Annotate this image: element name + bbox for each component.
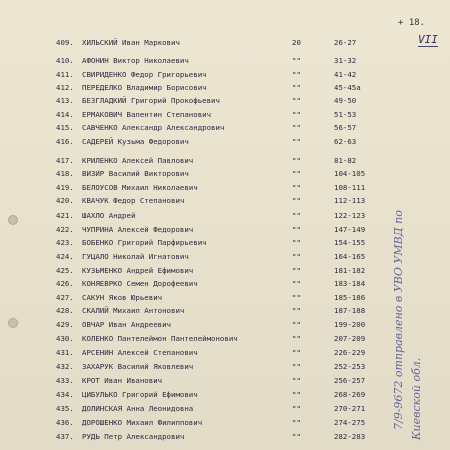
entry-number: 437. bbox=[56, 432, 74, 441]
entry-ditto-mark: "" bbox=[292, 404, 301, 413]
entry-pages: 62-63 bbox=[334, 137, 357, 146]
entry-pages: 147-149 bbox=[334, 225, 366, 234]
entry-ditto-mark: "" bbox=[292, 348, 301, 357]
entry-ditto-mark: "" bbox=[292, 362, 301, 371]
list-item bbox=[0, 121, 450, 135]
list-item bbox=[0, 264, 450, 278]
punch-hole-top bbox=[8, 215, 18, 225]
entry-name: САВЧЕНКО Александр Александрович bbox=[82, 123, 225, 132]
entry-pages: 51-53 bbox=[334, 110, 357, 119]
entry-pages: 49-50 bbox=[334, 96, 357, 105]
entry-pages: 187-188 bbox=[334, 306, 366, 315]
entry-name: БОБЕНКО Григорий Парфирьевич bbox=[82, 238, 207, 247]
entry-pages: 31-32 bbox=[334, 56, 357, 65]
entry-pages: 274-275 bbox=[334, 418, 366, 427]
list-item bbox=[0, 68, 450, 82]
entry-name: КРОТ Иван Иванович bbox=[82, 376, 163, 385]
entry-number: 417. bbox=[56, 156, 74, 165]
entry-name: ВИЗИР Василий Викторович bbox=[82, 169, 189, 178]
entry-name: КУЗЬМЕНКО Андрей Ефимович bbox=[82, 266, 194, 275]
entry-pages: 104-105 bbox=[334, 169, 366, 178]
entry-name: БЕЛОУСОВ Михаил Николаевич bbox=[82, 183, 198, 192]
entry-number: 411. bbox=[56, 70, 74, 79]
punch-hole-bottom bbox=[8, 318, 18, 328]
entry-name: САДЕРЕЙ Кузьма Федорович bbox=[82, 137, 189, 146]
entry-pages: 199-200 bbox=[334, 320, 366, 329]
list-item bbox=[0, 167, 450, 181]
entry-ditto-mark: "" bbox=[292, 334, 301, 343]
entry-ditto-mark: "" bbox=[292, 376, 301, 385]
entry-name: РУДЬ Петр Александрович bbox=[82, 432, 185, 441]
entry-pages: 81-82 bbox=[334, 156, 357, 165]
entry-ditto-mark: "" bbox=[292, 266, 301, 275]
entry-ditto-mark: "" bbox=[292, 183, 301, 192]
entry-ditto-mark: "" bbox=[292, 196, 301, 205]
entry-pages: 185-186 bbox=[334, 293, 366, 302]
entry-number: 410. bbox=[56, 56, 74, 65]
list-item bbox=[0, 33, 450, 50]
entry-number: 426. bbox=[56, 279, 74, 288]
entry-name: БЕЗГЛАДКИЙ Григорий Прокофьевич bbox=[82, 96, 220, 105]
entry-number: 421. bbox=[56, 211, 74, 220]
entry-number: 427. bbox=[56, 293, 74, 302]
list-item bbox=[0, 250, 450, 264]
handwritten-note-line2: Киевской обл. bbox=[410, 357, 423, 440]
entry-name: ДОЛИНСКАЯ Анна Леонидовна bbox=[82, 404, 194, 413]
entry-pages: 207-209 bbox=[334, 334, 366, 343]
entry-ditto-mark: "" bbox=[292, 156, 301, 165]
list-item bbox=[0, 291, 450, 305]
entry-name: АФОНИН Виктор Николаевич bbox=[82, 56, 189, 65]
entry-number: 433. bbox=[56, 376, 74, 385]
entry-pages: 270-271 bbox=[334, 404, 366, 413]
list-item bbox=[0, 54, 450, 68]
list-item bbox=[0, 81, 450, 95]
list-item bbox=[0, 360, 450, 374]
entry-ditto-mark: "" bbox=[292, 306, 301, 315]
entry-name: СВИРИДЕНКО Федор Григорьевич bbox=[82, 70, 207, 79]
entry-number: 413. bbox=[56, 96, 74, 105]
entry-pages: 45-45а bbox=[334, 83, 361, 92]
list-item bbox=[0, 236, 450, 250]
entry-number: 424. bbox=[56, 252, 74, 261]
entry-pages: 41-42 bbox=[334, 70, 357, 79]
entry-name: ЗАХАРУК Василий Яковлевич bbox=[82, 362, 194, 371]
entry-name: КВАЧУК Федор Степанович bbox=[82, 196, 185, 205]
entry-pages: 226-229 bbox=[334, 348, 366, 357]
list-item bbox=[0, 318, 450, 332]
entry-ditto-mark: "" bbox=[292, 418, 301, 427]
entry-name: ОВЧАР Иван Андреевич bbox=[82, 320, 171, 329]
entry-pages: 112-113 bbox=[334, 196, 366, 205]
entry-name: КРИЛЕНКО Алексей Павлович bbox=[82, 156, 194, 165]
entry-pages: 256-257 bbox=[334, 376, 366, 385]
entry-number: 434. bbox=[56, 390, 74, 399]
entry-name: СКАЛИЙ Михаил Антонович bbox=[82, 306, 185, 315]
entry-name: ГУЦАЛО Николай Игнатович bbox=[82, 252, 189, 261]
entry-ditto-mark: "" bbox=[292, 432, 301, 441]
entry-number: 409. bbox=[56, 38, 74, 47]
entry-number: 432. bbox=[56, 362, 74, 371]
entry-number: 412. bbox=[56, 83, 74, 92]
entry-ditto-mark: "" bbox=[292, 123, 301, 132]
list-item bbox=[0, 94, 450, 108]
entry-ditto-mark: "" bbox=[292, 56, 301, 65]
entry-name: ЦИБУЛЬКО Григорий Ефимович bbox=[82, 390, 198, 399]
entry-pages: 268-269 bbox=[334, 390, 366, 399]
entry-name: ЧУПРИНА Алексей Федорович bbox=[82, 225, 194, 234]
entry-number: 431. bbox=[56, 348, 74, 357]
entry-ditto-mark: "" bbox=[292, 169, 301, 178]
entry-name: ХИЛЬСКИЙ Иван Маркович bbox=[82, 38, 180, 47]
entry-pages: 26-27 bbox=[334, 38, 357, 47]
list-item bbox=[0, 388, 450, 402]
entry-name: ПЕРЕДЕЛКО Владимир Борисович bbox=[82, 83, 207, 92]
entry-number: 420. bbox=[56, 196, 74, 205]
entry-number: 414. bbox=[56, 110, 74, 119]
list-item bbox=[0, 223, 450, 237]
entry-ditto-mark: "" bbox=[292, 137, 301, 146]
entry-number: 435. bbox=[56, 404, 74, 413]
entry-ditto-mark: "" bbox=[292, 390, 301, 399]
entry-pages: 154-155 bbox=[334, 238, 366, 247]
entry-number: 425. bbox=[56, 266, 74, 275]
entry-ditto-mark: "" bbox=[292, 83, 301, 92]
entry-name: КОНЯЕВРКО Семен Дорофеевич bbox=[82, 279, 198, 288]
list-item bbox=[0, 181, 450, 195]
entry-name: АРСЕНИН Алексей Степанович bbox=[82, 348, 198, 357]
entry-number: 419. bbox=[56, 183, 74, 192]
entry-ditto-mark: "" bbox=[292, 70, 301, 79]
entry-pages: 108-111 bbox=[334, 183, 366, 192]
entry-pages: 164-165 bbox=[334, 252, 366, 261]
entry-number: 423. bbox=[56, 238, 74, 247]
list-item bbox=[0, 332, 450, 346]
entry-ditto-mark: "" bbox=[292, 293, 301, 302]
entry-ditto-mark: "" bbox=[292, 211, 301, 220]
entry-number: 429. bbox=[56, 320, 74, 329]
entry-pages: 183-184 bbox=[334, 279, 366, 288]
list-item bbox=[0, 304, 450, 318]
list-item bbox=[0, 108, 450, 122]
entry-number: 428. bbox=[56, 306, 74, 315]
entry-pages: 282-283 bbox=[334, 432, 366, 441]
entry-pages: 252-253 bbox=[334, 362, 366, 371]
entry-ditto-mark: "" bbox=[292, 96, 301, 105]
page-number: + 18. bbox=[398, 18, 426, 28]
list-item bbox=[0, 374, 450, 388]
entry-name: САКУН Яков Юрьевич bbox=[82, 293, 163, 302]
list-item bbox=[0, 277, 450, 291]
entry-number: 430. bbox=[56, 334, 74, 343]
entry-number: 436. bbox=[56, 418, 74, 427]
entry-name: КОЛЕНКО Пантелеймон Пантелеймонович bbox=[82, 334, 238, 343]
entry-pages: 56-57 bbox=[334, 123, 357, 132]
list-item bbox=[0, 430, 450, 444]
list-item bbox=[0, 346, 450, 360]
list-item bbox=[0, 135, 450, 149]
entry-pages: 122-123 bbox=[334, 211, 366, 220]
entry-ditto-mark: "" bbox=[292, 110, 301, 119]
list-item bbox=[0, 209, 450, 223]
entry-ditto-mark: "" bbox=[292, 252, 301, 261]
entry-ditto-mark: "" bbox=[292, 238, 301, 247]
list-item bbox=[0, 402, 450, 416]
entry-ditto-mark: 20 bbox=[292, 38, 301, 47]
entry-name: ШАХЛО Андрей bbox=[82, 211, 136, 220]
entry-number: 416. bbox=[56, 137, 74, 146]
list-item bbox=[0, 416, 450, 430]
list-item bbox=[0, 194, 450, 208]
entry-name: ЕРМАКОВИЧ Валентин Степанович bbox=[82, 110, 212, 119]
entry-number: 422. bbox=[56, 225, 74, 234]
entry-ditto-mark: "" bbox=[292, 279, 301, 288]
entry-ditto-mark: "" bbox=[292, 225, 301, 234]
entry-pages: 181-182 bbox=[334, 266, 366, 275]
entry-number: 418. bbox=[56, 169, 74, 178]
entry-name: ДОРОШЕНКО Михаил Филиппович bbox=[82, 418, 203, 427]
roman-section-number: VII bbox=[418, 33, 438, 46]
entry-number: 415. bbox=[56, 123, 74, 132]
list-item bbox=[0, 154, 450, 168]
handwritten-note-line1: 7/9-9672 отправлено в УВО УМВД по bbox=[392, 210, 405, 430]
entry-ditto-mark: "" bbox=[292, 320, 301, 329]
